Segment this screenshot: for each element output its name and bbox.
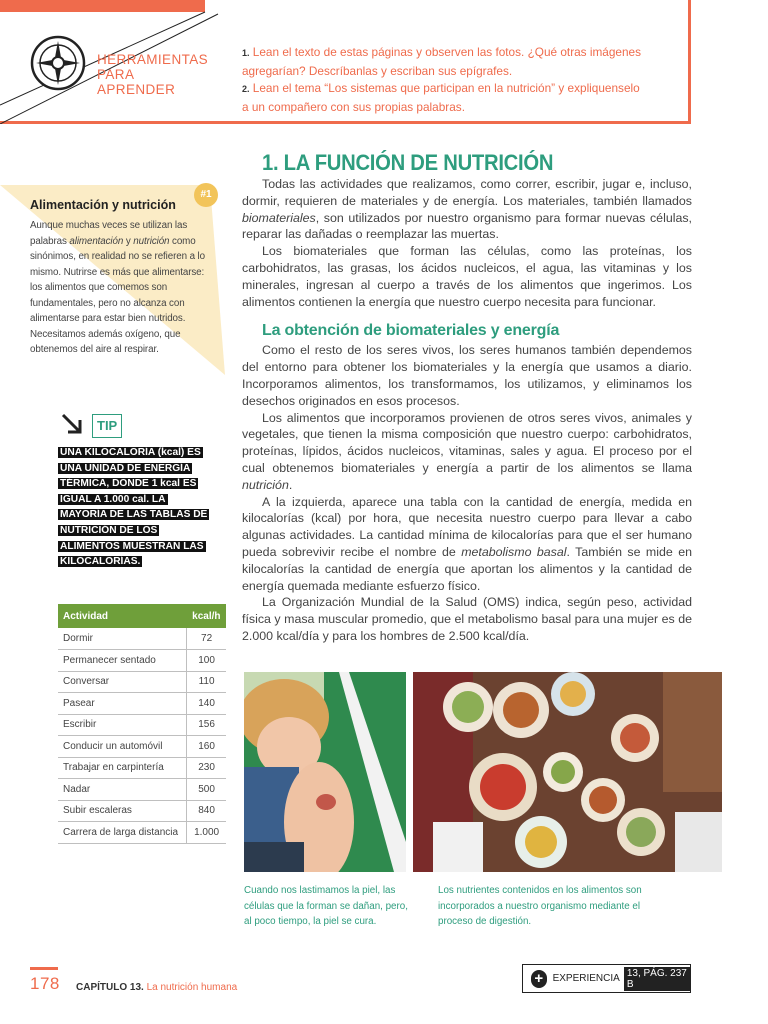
sidebar-term-nutricion: nutrición	[133, 235, 170, 247]
main-content	[242, 150, 692, 645]
tip-text-content: UNA KILOCALORÍA (kcal) ES UNA UNIDAD DE ENERGÍA TÉRMICA, DONDE 1 kcal ES IGUAL A 1.000 cal. LA MAYORÍA DE LAS TABLAS DE NUTRICIÓN DE LOS ALIMENTOS MUESTRAN LAS KILOCALORÍAS.	[60, 447, 208, 568]
kcal-cell: 500	[187, 779, 226, 801]
kcal-cell: 100	[187, 650, 226, 672]
table-header-kcal: kcal/h	[187, 604, 226, 628]
experience-reference	[522, 964, 691, 993]
chapter-label	[76, 982, 237, 993]
kcal-cell: 110	[187, 671, 226, 693]
activity-cell: Nadar	[58, 779, 187, 801]
activity-energy-table	[58, 604, 226, 844]
paragraph: La Organización Mundial de la Salud (OMS) indica, según peso, actividad física y masa muscular promedio, que el metabolismo basal para una mujer es de 2.000 kcal/día y para los hombres de 2.500 kcal/día.	[242, 595, 692, 643]
sidebar-text-part: y	[123, 235, 134, 247]
activity-cell: Subir escaleras	[58, 800, 187, 822]
activity-cell: Trabajar en carpintería	[58, 757, 187, 779]
paragraph	[242, 176, 692, 243]
table-row	[58, 822, 226, 844]
kcal-cell: 160	[187, 736, 226, 758]
chapter-number: CAPÍTULO 13.	[76, 982, 144, 993]
experience-page-ref: 13, PÁG. 237 B	[624, 967, 690, 991]
paragraph: Los biomateriales que forman las células, como las proteínas, los carbohidratos, las grasas, los ácidos nucleicos, el agua, las vitaminas y los minerales, ingresan al cuerpo a través de los alimentos que ingerimos. Los alimentos contienen la energía que nuestro cuerpo necesita para funcionar.	[242, 244, 692, 309]
table-row	[58, 800, 226, 822]
table-row	[58, 650, 226, 672]
table-row	[58, 779, 226, 801]
instruction-1-number: 1.	[242, 48, 250, 58]
sidebar-text	[30, 218, 210, 358]
note-number-badge: #1	[194, 183, 218, 207]
instruction-2-number: 2.	[242, 84, 250, 94]
term-biomateriales: biomateriales	[242, 210, 316, 225]
paragraph	[242, 494, 692, 595]
section-title: 1. LA FUNCIÓN DE NUTRICIÓN	[262, 150, 554, 175]
experience-label: EXPERIENCIA	[552, 973, 620, 984]
instruction-2-text: Lean el tema “Los sistemas que participan en la nutrición” y expliquenselo a un compañero con sus propias palabras.	[242, 81, 640, 114]
text-part: , son utilizados por nuestro organismo para formar nuevas células, reparar las dañadas o reemplazar las muertas.	[242, 210, 692, 242]
table-row	[58, 714, 226, 736]
arrow-down-right-icon	[60, 412, 84, 436]
tools-box	[0, 0, 691, 124]
table-row	[58, 736, 226, 758]
table-header-row	[58, 604, 226, 628]
subsection-title: La obtención de biomateriales y energía	[262, 322, 560, 340]
boy-photo-illustration	[244, 672, 406, 872]
page-number: 178	[30, 974, 60, 993]
plus-icon: +	[531, 970, 547, 988]
footer-accent-line	[30, 967, 58, 970]
intro-text	[242, 176, 692, 310]
photo-caption-food: Los nutrientes contenidos en los alimentos son incorporados a nuestro organismo mediante el proceso de digestión.	[438, 885, 642, 927]
table-row	[58, 693, 226, 715]
text-part: Todas las actividades que realizamos, como correr, escribir, jugar e, incluso, dormir, requieren de materiales y de energía. Los materiales, también llamados	[242, 177, 692, 208]
tools-title-line-2: PARA	[97, 67, 135, 82]
text-part: Los alimentos que incorporamos provienen de otros seres vivos, animales y vegetales, que tienen la misma composición que nuestro cuerpo: carbohidratos, proteínas, lípidos, ácidos nucleicos, vitaminas, sales y agua. El proceso por el cual obtenemos biomateriales y energía a partir de los alimentos se llama	[242, 410, 692, 475]
chapter-title: La nutrición humana	[146, 982, 238, 993]
kcal-cell: 72	[187, 628, 226, 650]
tip-label: TIP	[92, 414, 122, 438]
tools-title-line-3: APRENDER	[97, 82, 176, 97]
instructions	[242, 44, 642, 116]
photo-caption-boy: Cuando nos lastimamos la piel, las células que la forman se dañan, pero, al poco tiempo, la piel se cura.	[244, 885, 408, 927]
text-part: A la izquierda, aparece una tabla con la cantidad de energía, medida en kilocalorías (kcal) por hora, que necesita nuestro cuerpo para llevar a cabo algunas actividades. La cantidad mínima de kilocalorías para que el ser humano pueda sobrevivir recibe el nombre de	[242, 494, 692, 559]
tip-text	[58, 445, 208, 570]
sidebar-text-part: Aunque muchas veces se utilizan las palabras	[30, 220, 188, 247]
activity-cell: Permanecer sentado	[58, 650, 187, 672]
kcal-cell: 140	[187, 693, 226, 715]
photo-shared-meal	[413, 672, 722, 872]
table-row	[58, 757, 226, 779]
tools-title	[97, 52, 217, 97]
kcal-cell: 156	[187, 714, 226, 736]
food-photo-illustration	[413, 672, 722, 872]
photo-boy-injured-knee	[244, 672, 406, 872]
text-part: .	[288, 477, 293, 492]
sidebar-title: Alimentación y nutrición	[30, 198, 176, 212]
paragraph	[242, 410, 692, 494]
sidebar-text-part: como sinónimos, en realidad no se refieren a lo mismo. Nutrirse es más que alimentarse: los alimentos que comemos son fundamentales, pero no alcanza con alimentarse para estar bien nutridos. Necesitamos además oxígeno, que obtenemos del aire al respirar.	[30, 235, 205, 355]
term-metabolismo-basal: metabolismo basal	[461, 544, 567, 559]
instruction-2	[242, 80, 642, 116]
table-header-activity: Actividad	[58, 604, 187, 628]
paragraph: Como el resto de los seres vivos, los seres humanos también dependemos del entorno para obtener los biomateriales y la energía que usamos a diario. Incorporamos alimentos, los transformamos, los utilizamos, y eliminamos los desechos originados en esos procesos.	[242, 343, 692, 408]
kcal-cell: 1.000	[187, 822, 226, 844]
table-row	[58, 671, 226, 693]
text-part: . También se mide en kilocalorías la cantidad de energía que aportan los alimentos y la cantidad de energía quemada mediante esfuerzo físico.	[242, 544, 692, 593]
kcal-cell: 230	[187, 757, 226, 779]
term-nutricion: nutrición	[242, 477, 289, 492]
sidebar-note	[30, 189, 212, 358]
activity-cell: Carrera de larga distancia	[58, 822, 187, 844]
activity-cell: Dormir	[58, 628, 187, 650]
instruction-1-text: Lean el texto de estas páginas y observen las fotos. ¿Qué otras imágenes agregarían? Descríbanlas y escriban sus epígrafes.	[242, 45, 642, 78]
table-body	[58, 628, 226, 843]
table-row	[58, 628, 226, 650]
sidebar-term-alimentacion: alimentación	[69, 235, 124, 247]
kcal-cell: 840	[187, 800, 226, 822]
activity-cell: Pasear	[58, 693, 187, 715]
compass-icon	[30, 35, 86, 91]
activity-cell: Conversar	[58, 671, 187, 693]
instruction-1	[242, 44, 642, 80]
tools-title-line-1: HERRAMIENTAS	[97, 52, 209, 67]
activity-cell: Escribir	[58, 714, 187, 736]
activity-cell: Conducir un automóvil	[58, 736, 187, 758]
subsection-text	[242, 342, 692, 644]
